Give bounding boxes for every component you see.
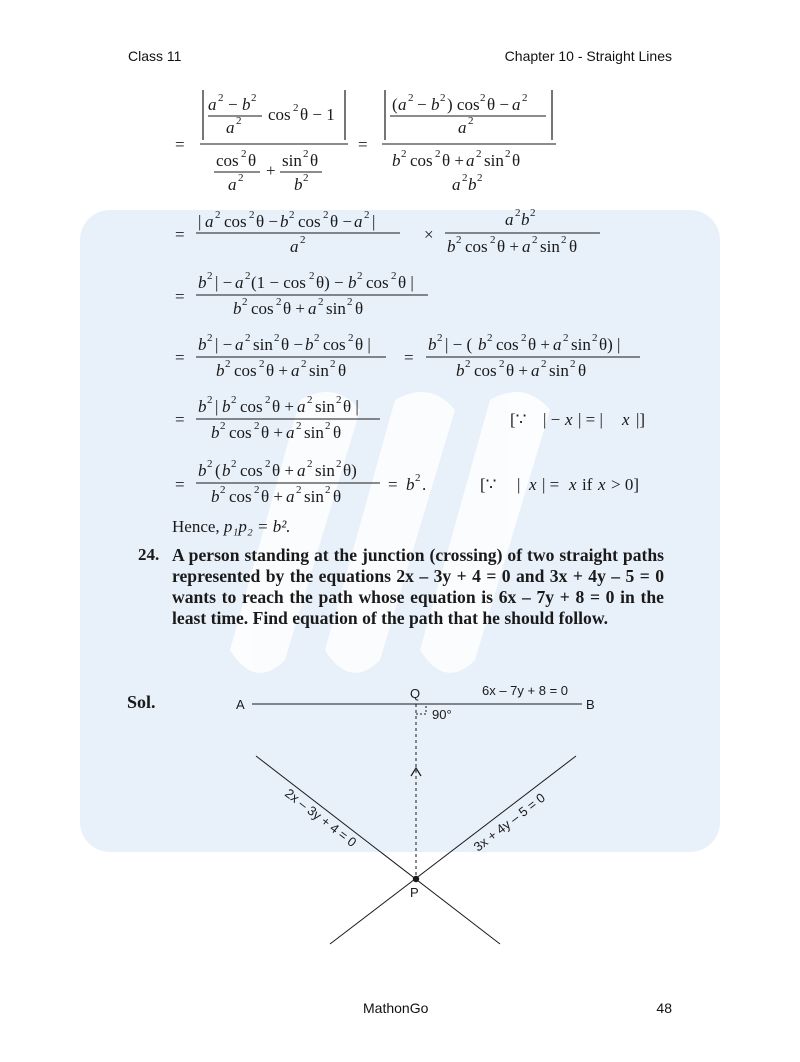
svg-text:a: a [286, 487, 295, 506]
svg-text:θ +: θ + [528, 335, 550, 354]
svg-text:2: 2 [323, 209, 329, 221]
svg-text:2: 2 [245, 270, 251, 282]
line-3x-4y [330, 756, 576, 944]
svg-text:b: b [406, 475, 415, 494]
svg-text:.: . [422, 475, 427, 494]
svg-text:2: 2 [215, 209, 221, 221]
svg-text:2: 2 [300, 234, 306, 246]
svg-text:b: b [392, 151, 401, 170]
svg-text:θ −: θ − [330, 212, 352, 231]
svg-text:cos: cos [229, 487, 252, 506]
svg-text:sin: sin [282, 151, 302, 170]
hence-expr: p₁p₂ = b². [223, 517, 291, 536]
svg-text:θ |: θ | [343, 397, 359, 416]
svg-text:a: a [297, 461, 306, 480]
svg-text:b: b [211, 423, 220, 442]
svg-text:|: | [198, 212, 202, 231]
svg-text:2: 2 [220, 420, 226, 432]
svg-text:sin: sin [253, 335, 273, 354]
svg-text:2: 2 [530, 207, 536, 219]
svg-text:cos: cos [474, 361, 497, 380]
svg-text:a: a [308, 299, 317, 318]
svg-text:a: a [226, 118, 235, 137]
svg-text:−: − [228, 95, 238, 114]
point-q-label: Q [410, 686, 421, 701]
chapter-label: Chapter 10 - Straight Lines [504, 48, 672, 64]
svg-text:θ): θ) [343, 461, 357, 480]
point-a-label: A [236, 697, 245, 712]
svg-text:a: a [235, 335, 244, 354]
svg-text:b: b [348, 273, 357, 292]
svg-text:2: 2 [265, 458, 271, 470]
svg-text:sin: sin [304, 487, 324, 506]
svg-text:=: = [175, 225, 185, 244]
svg-text:2: 2 [561, 234, 567, 246]
svg-text:sin: sin [484, 151, 504, 170]
solution-label: Sol. [127, 692, 156, 712]
svg-text:x: x [598, 475, 606, 494]
svg-text:a: a [512, 95, 521, 114]
svg-text:a: a [291, 361, 300, 380]
svg-text:2: 2 [348, 332, 354, 344]
svg-text:b: b [222, 397, 231, 416]
svg-text:=: = [388, 475, 398, 494]
svg-text:a: a [466, 151, 475, 170]
svg-text:a: a [452, 175, 461, 194]
svg-text:2: 2 [347, 296, 353, 308]
svg-text:2: 2 [309, 270, 315, 282]
svg-text:sin: sin [540, 237, 560, 256]
svg-text:b: b [478, 335, 487, 354]
question-number: 24. [138, 545, 160, 564]
svg-text:cos: cos [234, 361, 257, 380]
svg-text:(: ( [215, 461, 221, 480]
svg-text:2: 2 [254, 484, 260, 496]
svg-text:a: a [208, 95, 217, 114]
svg-text:2: 2 [476, 148, 482, 160]
svg-text:2: 2 [231, 458, 237, 470]
svg-text:a: a [235, 273, 244, 292]
svg-text:2: 2 [336, 458, 342, 470]
question-text: A person standing at the junction (crossing) of two straight paths represented by the equations 2x – 3y + 4 = 0 and 3x + 4y – 5 = 0 wants to reach the path whose equation is 6x – 7y + 8 = 0 in the least time. Find equation of the path that he should follow. [172, 545, 664, 628]
svg-text:2: 2 [468, 115, 474, 127]
svg-text:2: 2 [231, 394, 237, 406]
svg-text:θ +: θ + [261, 423, 283, 442]
svg-text:θ +: θ + [272, 461, 294, 480]
svg-text:2: 2 [238, 172, 244, 184]
svg-text:2: 2 [207, 394, 213, 406]
svg-text:cos: cos [229, 423, 252, 442]
svg-text:θ +: θ + [266, 361, 288, 380]
svg-text:θ − 1: θ − 1 [300, 105, 335, 124]
svg-text:b: b [428, 335, 437, 354]
svg-text:|: | [215, 397, 219, 416]
svg-text:θ: θ [310, 151, 319, 170]
svg-text:b: b [222, 461, 231, 480]
svg-text:2: 2 [570, 358, 576, 370]
svg-text:a: a [205, 212, 214, 231]
svg-text:2: 2 [254, 420, 260, 432]
svg-text:b: b [242, 95, 251, 114]
svg-text:2: 2 [364, 209, 370, 221]
svg-text:2: 2 [218, 92, 224, 104]
left-line-equation: 2x – 3y + 4 = 0 [282, 785, 360, 850]
angle-label: 90° [432, 707, 452, 722]
svg-text:2: 2 [289, 209, 295, 221]
svg-text:=: = [358, 135, 368, 154]
svg-text:θ: θ [333, 487, 342, 506]
svg-text:2: 2 [249, 209, 255, 221]
svg-text:2: 2 [505, 148, 511, 160]
svg-text:[∵: [∵ [510, 410, 527, 429]
svg-text:b: b [198, 397, 207, 416]
svg-text:(: ( [392, 95, 398, 114]
svg-text:2: 2 [325, 420, 331, 432]
svg-text:θ: θ [569, 237, 578, 256]
svg-text:2: 2 [408, 92, 414, 104]
svg-text:|]: |] [636, 410, 646, 429]
svg-text:2: 2 [303, 148, 309, 160]
svg-text:|: | [517, 475, 521, 494]
svg-text:2: 2 [293, 102, 299, 114]
svg-text:2: 2 [357, 270, 363, 282]
svg-text:b: b [198, 461, 207, 480]
point-p-label: P [410, 885, 419, 900]
svg-text:2: 2 [336, 394, 342, 406]
svg-text:θ +: θ + [442, 151, 464, 170]
svg-text:2: 2 [521, 332, 527, 344]
svg-text:θ: θ [578, 361, 587, 380]
svg-text:cos: cos [496, 335, 519, 354]
svg-text:2: 2 [259, 358, 265, 370]
svg-text:2: 2 [563, 332, 569, 344]
svg-text:sin: sin [326, 299, 346, 318]
svg-text:b: b [468, 175, 477, 194]
svg-text:=: = [175, 348, 185, 367]
svg-text:cos: cos [410, 151, 433, 170]
svg-text:| −: | − [215, 273, 233, 292]
svg-text:x: x [529, 475, 537, 494]
point-p-dot [413, 876, 419, 882]
svg-text:2: 2 [207, 458, 213, 470]
svg-text:b: b [521, 210, 530, 229]
svg-text:cos: cos [240, 397, 263, 416]
svg-text:2: 2 [465, 358, 471, 370]
svg-text:|: | [372, 212, 376, 231]
svg-text:θ −: θ − [281, 335, 303, 354]
svg-text:θ: θ [338, 361, 347, 380]
svg-text:2: 2 [515, 207, 521, 219]
svg-text:θ) −: θ) − [316, 273, 344, 292]
page-number: 48 [656, 1000, 672, 1016]
svg-text:2: 2 [307, 394, 313, 406]
svg-text:θ −: θ − [256, 212, 278, 231]
svg-text:θ |: θ | [355, 335, 371, 354]
svg-text:sin: sin [309, 361, 329, 380]
svg-text:[∵: [∵ [480, 475, 497, 494]
svg-text:b: b [211, 487, 220, 506]
svg-text:2: 2 [318, 296, 324, 308]
svg-text:θ: θ [355, 299, 364, 318]
svg-text:sin: sin [549, 361, 569, 380]
svg-text:a: a [505, 210, 514, 229]
svg-text:2: 2 [480, 92, 486, 104]
svg-text:θ |: θ | [398, 273, 414, 292]
svg-text:cos: cos [323, 335, 346, 354]
svg-text:cos: cos [298, 212, 321, 231]
line-2x-3y [256, 756, 500, 944]
svg-text:b: b [198, 335, 207, 354]
svg-text:2: 2 [314, 332, 320, 344]
svg-text:θ +: θ + [283, 299, 305, 318]
svg-text:2: 2 [440, 92, 446, 104]
svg-text:a: a [297, 397, 306, 416]
svg-text:x: x [569, 475, 577, 494]
svg-text:b: b [431, 95, 440, 114]
svg-text:b: b [305, 335, 314, 354]
svg-text:2: 2 [265, 394, 271, 406]
svg-text:2: 2 [415, 472, 421, 484]
svg-text:a: a [522, 237, 531, 256]
svg-text:=: = [404, 348, 414, 367]
class-label: Class 11 [128, 48, 182, 64]
svg-text:2: 2 [241, 148, 247, 160]
svg-text:cos: cos [465, 237, 488, 256]
svg-text:θ +: θ + [272, 397, 294, 416]
svg-text:| = |: | = | [578, 410, 603, 429]
svg-text:2: 2 [325, 484, 331, 496]
svg-text:θ: θ [333, 423, 342, 442]
svg-text:2: 2 [225, 358, 231, 370]
svg-text:2: 2 [220, 484, 226, 496]
svg-text:θ −: θ − [487, 95, 509, 114]
svg-text:b: b [216, 361, 225, 380]
svg-text:θ) |: θ) | [599, 335, 621, 354]
svg-text:sin: sin [304, 423, 324, 442]
svg-text:x: x [565, 410, 573, 429]
svg-text:2: 2 [236, 115, 242, 127]
svg-text:2: 2 [435, 148, 441, 160]
svg-text:2: 2 [242, 296, 248, 308]
svg-text:a: a [531, 361, 540, 380]
svg-text:2: 2 [487, 332, 493, 344]
svg-text:b: b [198, 273, 207, 292]
svg-text:2: 2 [401, 148, 407, 160]
svg-text:> 0]: > 0] [611, 475, 639, 494]
svg-text:b: b [280, 212, 289, 231]
svg-text:| − (: | − ( [445, 335, 473, 354]
svg-text:2: 2 [522, 92, 528, 104]
svg-text:×: × [424, 225, 434, 244]
svg-text:a: a [458, 118, 467, 137]
svg-text:cos: cos [216, 151, 239, 170]
svg-text:b: b [294, 175, 303, 194]
svg-text:2: 2 [437, 332, 443, 344]
svg-text:2: 2 [251, 92, 257, 104]
svg-text:a: a [398, 95, 407, 114]
svg-text:=: = [175, 287, 185, 306]
svg-text:b: b [447, 237, 456, 256]
svg-text:2: 2 [541, 358, 547, 370]
svg-text:| =: | = [542, 475, 560, 494]
svg-text:θ +: θ + [506, 361, 528, 380]
svg-text:) cos: ) cos [447, 95, 480, 114]
svg-text:b: b [456, 361, 465, 380]
svg-text:sin: sin [315, 461, 335, 480]
svg-text:2: 2 [245, 332, 251, 344]
svg-text:=: = [175, 475, 185, 494]
svg-text:a: a [228, 175, 237, 194]
svg-text:θ +: θ + [497, 237, 519, 256]
svg-text:−: − [417, 95, 427, 114]
svg-text:2: 2 [330, 358, 336, 370]
svg-text:2: 2 [592, 332, 598, 344]
svg-text:2: 2 [462, 172, 468, 184]
svg-text:a: a [553, 335, 562, 354]
svg-text:sin: sin [315, 397, 335, 416]
svg-text:θ: θ [248, 151, 257, 170]
right-line-equation: 3x + 4y – 5 = 0 [470, 790, 548, 855]
svg-text:2: 2 [391, 270, 397, 282]
svg-text:sin: sin [571, 335, 591, 354]
svg-text:a: a [354, 212, 363, 231]
svg-text:=: = [175, 410, 185, 429]
svg-text:2: 2 [301, 358, 307, 370]
svg-text:cos: cos [251, 299, 274, 318]
hence-prefix: Hence, [172, 517, 224, 536]
svg-text:cos: cos [224, 212, 247, 231]
svg-text:a: a [286, 423, 295, 442]
svg-text:=: = [175, 135, 185, 154]
svg-text:2: 2 [207, 270, 213, 282]
svg-text:2: 2 [456, 234, 462, 246]
svg-text:cos: cos [240, 461, 263, 480]
svg-text:| −: | − [543, 410, 561, 429]
svg-text:2: 2 [207, 332, 213, 344]
footer-brand: MathonGo [363, 1000, 429, 1016]
svg-text:2: 2 [532, 234, 538, 246]
svg-text:| −: | − [215, 335, 233, 354]
svg-text:a: a [290, 237, 299, 256]
point-b-label: B [586, 697, 595, 712]
svg-text:2: 2 [477, 172, 483, 184]
svg-text:(1 − cos: (1 − cos [251, 273, 306, 292]
svg-text:θ: θ [512, 151, 521, 170]
svg-text:2: 2 [307, 458, 313, 470]
svg-text:x: x [622, 410, 630, 429]
svg-text:2: 2 [274, 332, 280, 344]
right-angle-marker [416, 704, 426, 714]
svg-text:cos: cos [268, 105, 291, 124]
svg-text:2: 2 [296, 420, 302, 432]
svg-text:2: 2 [499, 358, 505, 370]
line-ab-equation: 6x – 7y + 8 = 0 [482, 683, 569, 698]
svg-text:θ +: θ + [261, 487, 283, 506]
svg-text:2: 2 [490, 234, 496, 246]
svg-text:b: b [233, 299, 242, 318]
svg-text:2: 2 [296, 484, 302, 496]
svg-text:if: if [582, 475, 593, 494]
svg-text:+: + [266, 161, 276, 180]
svg-text:2: 2 [303, 172, 309, 184]
svg-text:cos: cos [366, 273, 389, 292]
svg-text:2: 2 [276, 296, 282, 308]
